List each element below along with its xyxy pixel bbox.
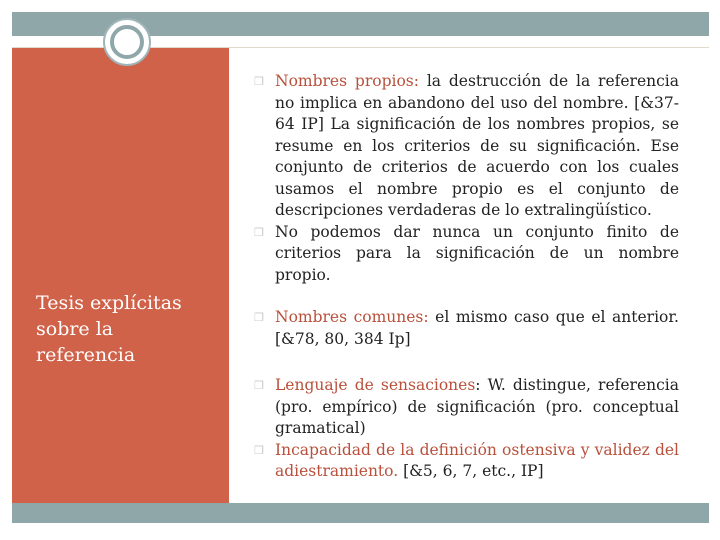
bullet-item-lenguaje-sensaciones	[254, 375, 679, 440]
dingbat-bullet-icon: ❒	[254, 225, 264, 239]
bullet-highlight: Nombres propios:	[275, 72, 419, 90]
section-title-line-3: referencia	[36, 344, 136, 366]
section-title-line-1: Tesis explícitas	[36, 292, 182, 314]
bullet-item-nombres-propios	[254, 71, 679, 222]
dingbat-bullet-icon: ❒	[254, 443, 264, 457]
bullet-text: la destrucción de la referencia no implica en abandono del uso del nombre. [&37-64 IP] La significación de los nombres propios, se resume en los criterios de su significación. Ese conjunto de criterios de acuerdo con los cuales usamos el nombre propio es el conjunto de descripciones verdaderas de lo extralingüístico.	[275, 72, 679, 219]
bottom-decorative-band	[12, 503, 709, 523]
left-accent-panel	[12, 47, 229, 503]
bullet-text: el mismo caso que el anterior. [&78, 80, 384 Ip]	[275, 308, 679, 348]
bullet-highlight: Lenguaje de sensaciones	[275, 376, 476, 394]
dingbat-bullet-icon: ❒	[254, 75, 264, 88]
bullet-item-nombres-comunes	[254, 307, 679, 350]
bullet-text: [&5, 6, 7, etc., IP]	[398, 462, 544, 480]
dingbat-bullet-icon: ❒	[254, 379, 264, 392]
section-title	[36, 290, 226, 368]
bullet-item-definicion-ostensiva	[254, 440, 679, 483]
circle-emblem-icon	[103, 18, 151, 66]
section-title-line-2: sobre la	[36, 318, 114, 340]
bullet-highlight: Incapacidad de la definición ostensiva y validez del adiestramiento.	[275, 440, 679, 480]
bullet-highlight: Nombres comunes:	[275, 308, 429, 326]
bullet-text: No podemos dar nunca un conjunto finito de criterios para la significación de un nombre propio.	[275, 222, 679, 284]
bullet-item-conjunto-finito	[254, 222, 679, 287]
bullet-text: : W. distingue, referencia (pro. empírico) de significación (pro. conceptual gramatical)	[275, 376, 679, 437]
dingbat-bullet-icon: ❒	[254, 311, 264, 324]
bullet-list	[254, 71, 679, 483]
